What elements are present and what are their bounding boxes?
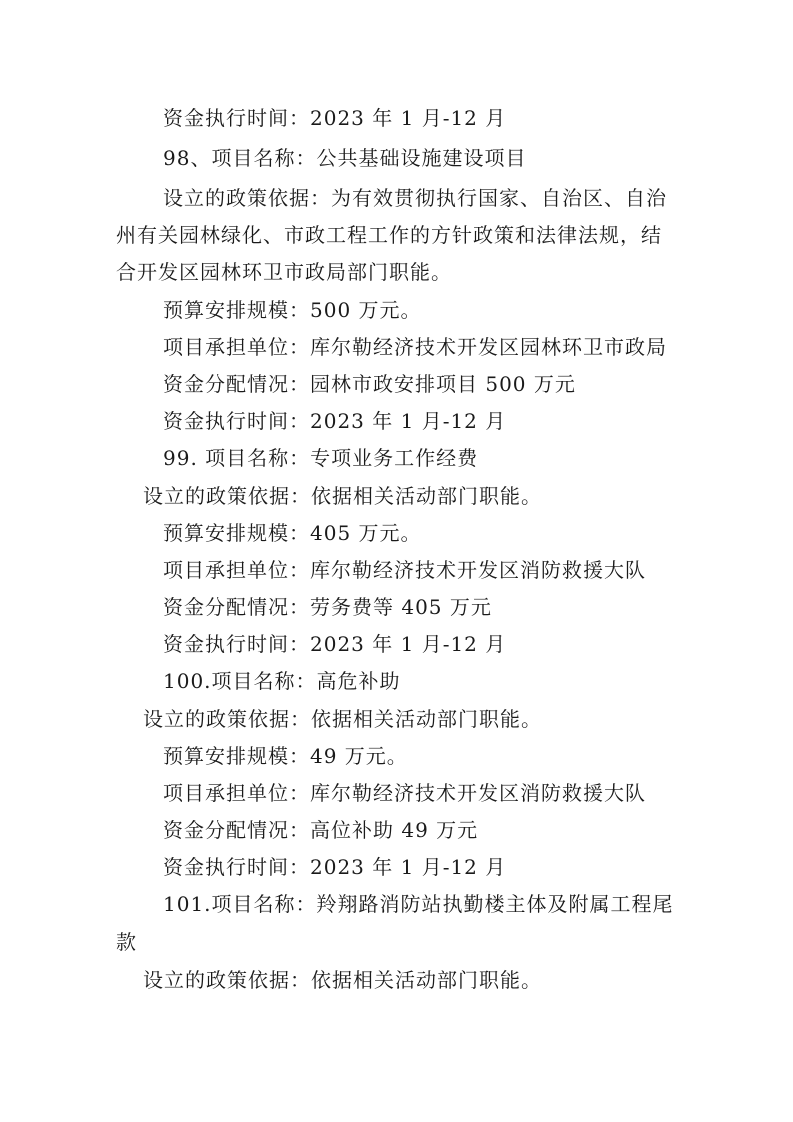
text-line-project-100-period: 资金执行时间：2023 年 1 月-12 月	[163, 855, 507, 879]
text-line-project-100-policy: 设立的政策依据：依据相关活动部门职能。	[143, 707, 542, 731]
text-line-project-98-unit: 项目承担单位：库尔勒经济技术开发区园林环卫市政局	[163, 335, 667, 359]
text-line-funding-period-97: 资金执行时间：2023 年 1 月-12 月	[163, 106, 507, 130]
text-line-project-99-allocation: 资金分配情况：劳务费等 405 万元	[163, 595, 492, 619]
text-line-project-100-budget: 预算安排规模：49 万元。	[163, 744, 408, 768]
text-line-project-98-allocation: 资金分配情况：园林市政安排项目 500 万元	[163, 372, 576, 396]
text-line-project-99-budget: 预算安排规模：405 万元。	[163, 521, 422, 545]
text-line-project-98-policy-3: 合开发区园林环卫市政局部门职能。	[116, 260, 452, 284]
text-line-project-98-name: 98、项目名称：公共基础设施建设项目	[163, 146, 527, 170]
text-line-project-100-name: 100.项目名称：高危补助	[163, 669, 401, 693]
text-line-project-99-unit: 项目承担单位：库尔勒经济技术开发区消防救援大队	[163, 558, 646, 582]
text-line-project-99-name: 99. 项目名称：专项业务工作经费	[163, 446, 479, 470]
text-line-project-101-name: 101.项目名称：羚翔路消防站执勤楼主体及附属工程尾	[163, 892, 674, 916]
text-line-project-101-name-cont: 款	[116, 930, 137, 954]
text-line-project-101-policy: 设立的政策依据：依据相关活动部门职能。	[143, 968, 542, 992]
text-line-project-98-budget: 预算安排规模：500 万元。	[163, 298, 422, 322]
text-line-project-99-period: 资金执行时间：2023 年 1 月-12 月	[163, 632, 507, 656]
text-line-project-100-unit: 项目承担单位：库尔勒经济技术开发区消防救援大队	[163, 781, 646, 805]
text-line-project-98-period: 资金执行时间：2023 年 1 月-12 月	[163, 409, 507, 433]
text-line-project-100-allocation: 资金分配情况：高位补助 49 万元	[163, 818, 479, 842]
text-line-project-99-policy: 设立的政策依据：依据相关活动部门职能。	[143, 484, 542, 508]
text-line-project-98-policy-1: 设立的政策依据：为有效贯彻执行国家、自治区、自治	[163, 186, 667, 210]
text-line-project-98-policy-2: 州有关园林绿化、市政工程工作的方针政策和法律法规，结	[116, 223, 662, 247]
